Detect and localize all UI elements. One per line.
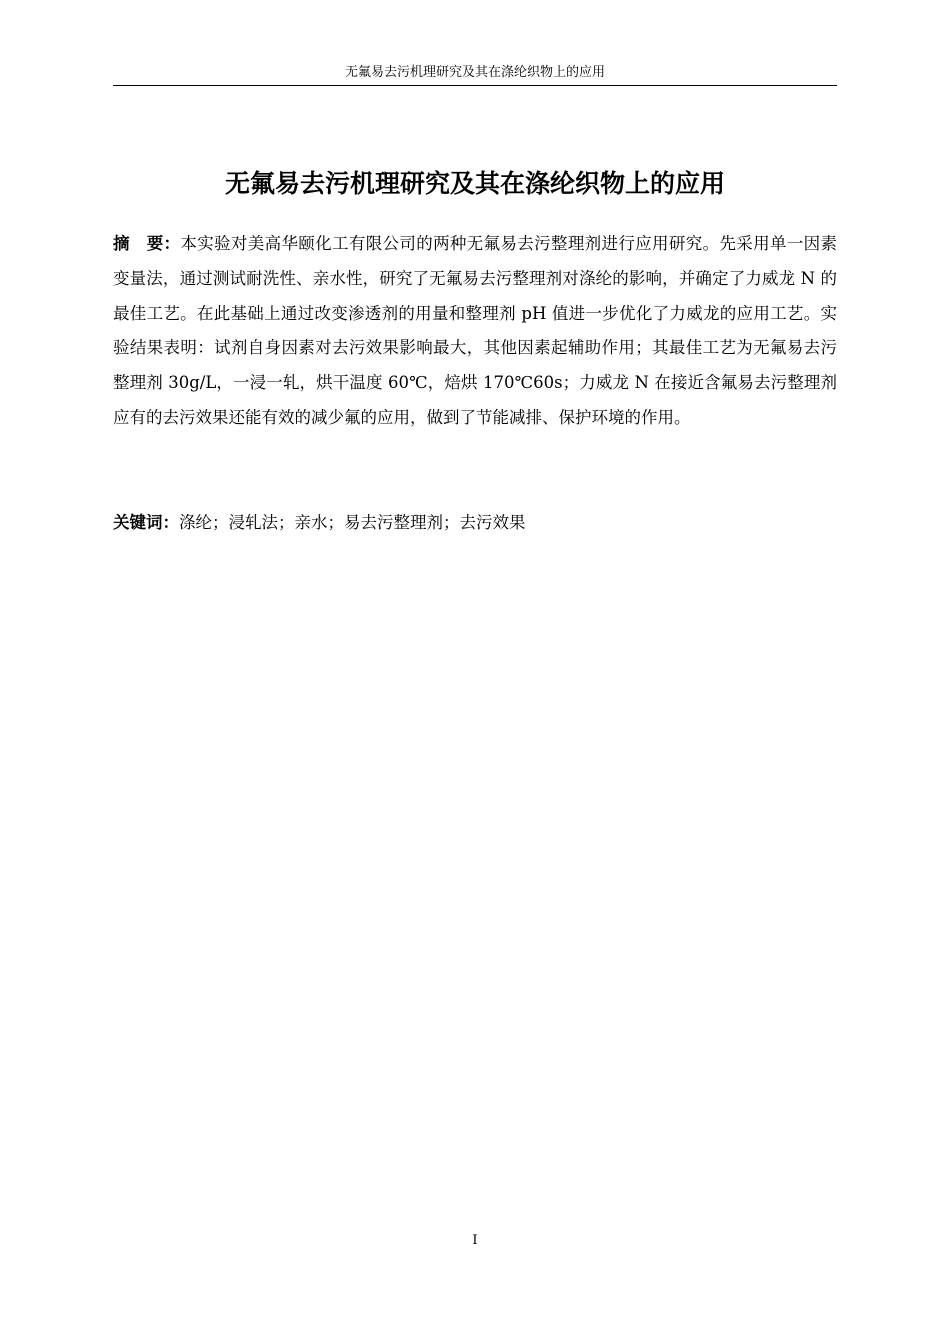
abstract-paragraph	[113, 227, 837, 436]
abstract-label: 摘 要：	[113, 234, 181, 253]
keywords-paragraph	[113, 506, 837, 540]
keywords-label: 关键词：	[113, 513, 179, 532]
page-title: 无氟易去污机理研究及其在涤纶织物上的应用	[224, 169, 725, 198]
page-number: I	[472, 1233, 478, 1248]
keywords-text: 涤纶；浸轧法；亲水；易去污整理剂；去污效果	[179, 513, 526, 532]
abstract-text: 本实验对美高华颐化工有限公司的两种无氟易去污整理剂进行应用研究。先采用单一因素变量法，通过测试耐洗性、亲水性，研究了无氟易去污整理剂对涤纶的影响，并确定了力威龙 N 的最佳工艺。在此基础上通过改变渗透剂的用量和整理剂 pH 值进一步优化了力威龙的应用工艺。实验结果表明：试剂自身因素对去污效果影响最大，其他因素起辅助作用；其最佳工艺为无氟易去污整理剂 30g/L，一浸一轧，烘干温度 60℃，焙烘 170℃60s；力威龙 N 在接近含氟易去污整理剂应有的去污效果还能有效的减少氟的应用，做到了节能减排、保护环境的作用。	[113, 234, 838, 427]
running-header: 无氟易去污机理研究及其在涤纶织物上的应用	[344, 65, 605, 80]
header-divider	[113, 85, 837, 86]
